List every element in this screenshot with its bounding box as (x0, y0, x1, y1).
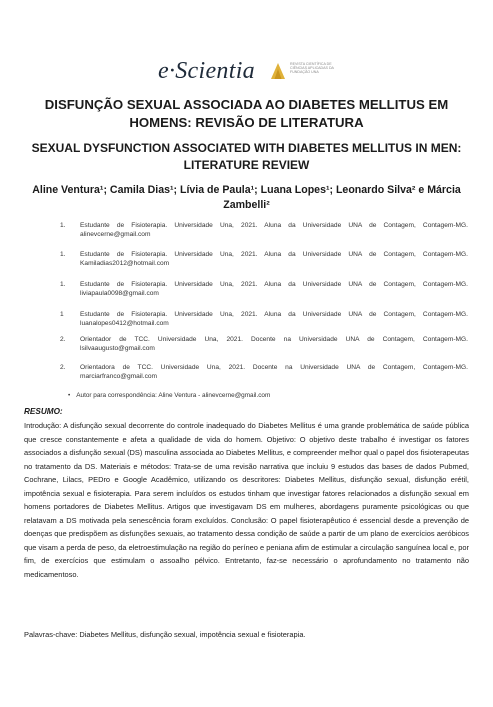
keywords-line: Palavras-chave: Diabetes Mellitus, disfunção sexual, impotência sexual e fisioterapia. (24, 630, 306, 639)
journal-logo-subtitle: REVISTA CIENTÍFICA DE CIÊNCIAS APLICADAS DA FUNDAÇÃO UNA (290, 62, 334, 75)
journal-header (0, 58, 493, 88)
journal-logo: e·Scientia (158, 58, 255, 84)
correspondence-text: Autor para correspondência: Aline Ventura - alinevcerne@gmail.com (76, 392, 271, 399)
affiliation-number: 2. (60, 336, 66, 343)
affiliation-number: 1 (60, 311, 64, 318)
affiliation-number: 1. (60, 222, 66, 229)
affiliation-text: Orientadora de TCC. Universidade Una, 2021. Docente na Universidade UNA de Contagem, Contagem-MG. marciarfranco@gmail.com (80, 364, 468, 381)
abstract-heading: RESUMO: (24, 407, 63, 416)
affiliation-text: Estudante de Fisioterapia. Universidade Una, 2021. Aluna da Universidade UNA de Contagem, Contagem-MG. luanalopes0412@hotmail.com (80, 311, 468, 328)
affiliation-number: 2. (60, 364, 66, 371)
affiliation-text: Estudante de Fisioterapia. Universidade Una, 2021. Aluna da Universidade UNA de Contagem, Contagem-MG. liviapaula0098@gmail.com (80, 281, 468, 298)
affiliation-number: 1. (60, 281, 66, 288)
article-title-english: SEXUAL DYSFUNCTION ASSOCIATED WITH DIABETES MELLITUS IN MEN: LITERATURE REVIEW (31, 141, 462, 172)
bullet-icon: • (68, 392, 71, 399)
affiliation-text: Orientador de TCC. Universidade Una, 2021. Docente na Universidade UNA de Contagem, Contagem-MG. lsilvaaugusto@gmail.com (80, 336, 468, 353)
author-list: Aline Ventura¹; Camila Dias¹; Lívia de Paula¹; Luana Lopes¹; Leonardo Silva² e Márcia Zambelli² (32, 184, 461, 211)
affiliation-number: 1. (60, 251, 66, 258)
abstract-body: Introdução: A disfunção sexual decorrente do controle inadequado do Diabetes Mellitus é uma grande problemática de saúde pública que cresce constantemente e afeta a qualidade de vida do homem. Objetivo: O objetivo deste trabalho é investigar os fatores associados a disfunção sexual (DS) masculina associada ao Diabetes Mellitus, e compreender melhor qual o papel dos fisioterapeutas no tratamento da DS. Materiais e métodos: Trata-se de uma revisão narrativa que incluiu 9 estudos das bases de dados Pubmed, Cochrane, Lilacs, PEDro e Google Acadêmico, utilizando os descritores: Diabetes Mellitus, disfunção sexual, disfunção erétil, impotência sexual e fisioterapia. Para serem incluídos os estudos tinham que investigar fatores relacionados a disfunção sexual em homens portadores de Diabetes Mellitus. Artigos que investigavam DS em mulheres, abordagens puramente psicológicas ou que relatavam a DS motivada pela senescência foram excluídos. Conclusão: O papel fisioterapêutico é essencial desde a prevenção de doenças que predispõem as disfunções sexuais, ao tratamento dessa condição de saúde a partir de um plano de exercícios aeróbicos que visam a perda de peso, da eletroestimulação na região do períneo e peniana afim de estimular a circulação sanguínea local e, por fim, de exercícios que estimulam o assoalho pélvico. Entretanto, faz-se necessário o aprofundamento no tratamento não medicamentoso. (24, 421, 469, 579)
affiliation-text: Estudante de Fisioterapia. Universidade Una, 2021. Aluna da Universidade UNA de Contagem, Contagem-MG. alinevcerne@gmail.com (80, 222, 468, 239)
affiliation-text: Estudante de Fisioterapia. Universidade Una, 2021. Aluna da Universidade UNA de Contagem, Contagem-MG. Kamiladias2012@hotmail.com (80, 251, 468, 268)
article-title-portuguese: DISFUNÇÃO SEXUAL ASSOCIADA AO DIABETES MELLITUS EM HOMENS: REVISÃO DE LITERATURA (44, 97, 449, 130)
logo-triangle-icon (270, 62, 286, 80)
correspondence-note (68, 392, 270, 399)
